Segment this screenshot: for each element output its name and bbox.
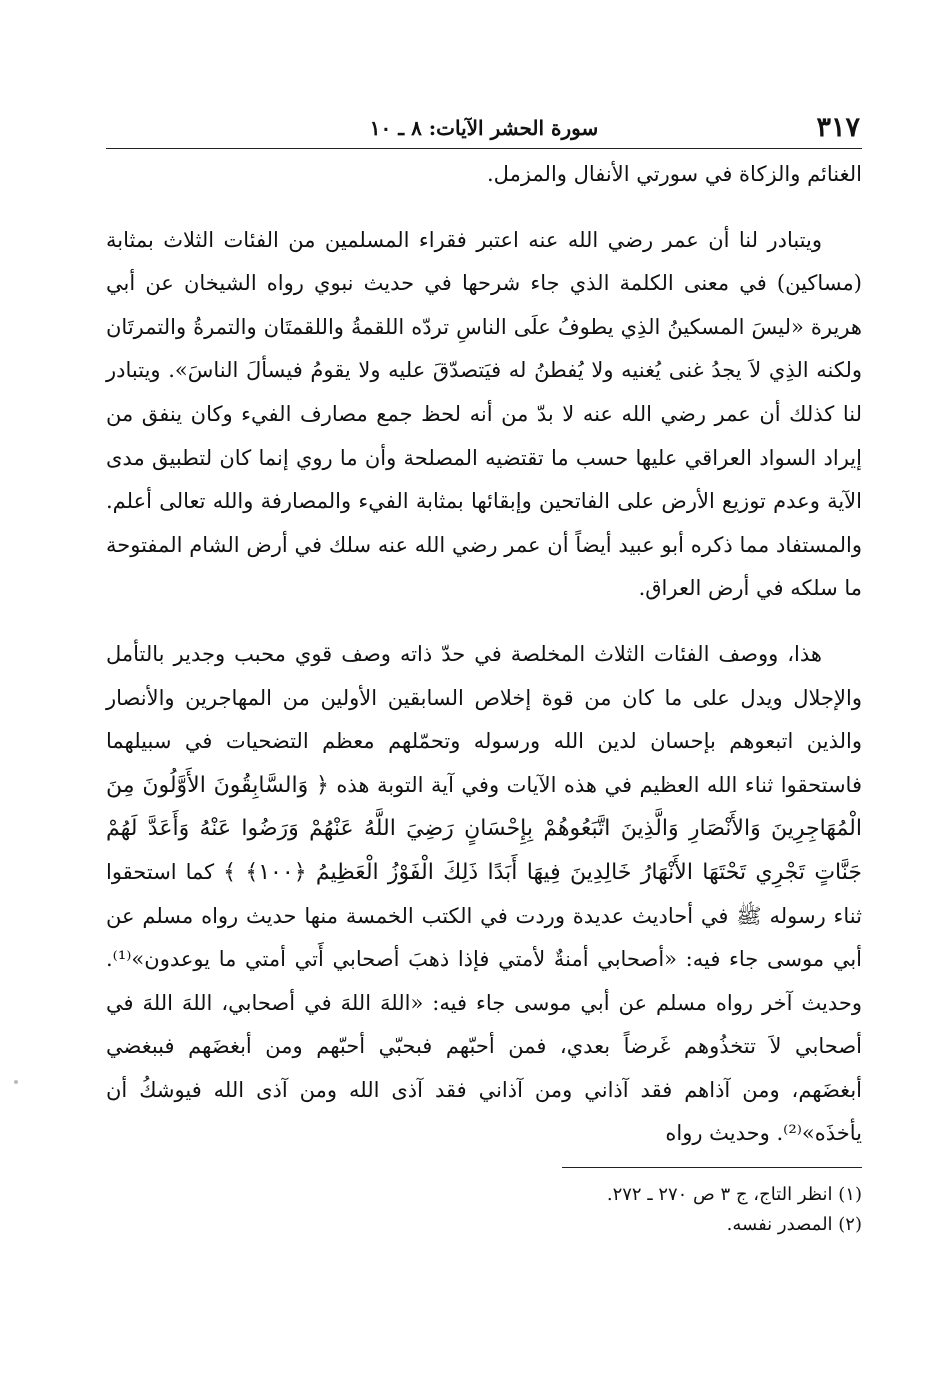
paragraph-1: الغنائم والزكاة في سورتي الأنفال والمزمل.: [487, 162, 862, 186]
footnote-separator: [562, 1167, 862, 1168]
footnote-2: (٢) المصدر نفسه.: [726, 1214, 862, 1235]
running-head: سورة الحشر الآيات: ٨ ـ ١٠: [369, 116, 599, 140]
paragraph-2: ويتبادر لنا أن عمر رضي الله عنه اعتبر فقراء المسلمين من الفئات الثلاث بمثابة (مساكين) في معنى الكلمة الذي جاء شرحها في حديث نبوي رواه الشيخان عن أبي هريرة «ليسَ المسكينُ الذِي يطوفُ علَى الناسِ تردّه اللقمةُ واللقمتَان والتمرةُ والتمرتَان ولكنه الذِي لاَ يجدُ غنى يُغنيه ولا يُفطنُ له فيَتصدّقَ عليه ولا يقومُ فيسألَ الناسَ». ويتبادر لنا كذلك أن عمر رضي الله عنه لا بدّ من أنه لحظ جمع مصارف الفيء وكان ينفق من إيراد السواد العراقي عليها حسب ما تقتضيه المصلحة وأن ما روي إنما كان لتطبيق مدى الآية وعدم توزيع الأرض على الفاتحين وإبقائها بمثابة الفيء والمصارفة والله تعالى أعلم. والمستفاد مما ذكره أبو عبيد أيضاً أن عمر رضي الله عنه سلك في أرض الشام المفتوحة ما سلكه في أرض العراق.: [106, 227, 862, 601]
quran-verse: ﴿ وَالسَّابِقُونَ الأَوَّلُونَ مِنَ الْمُهَاجِرِينَ وَالأَنْصَارِ وَالَّذِينَ اتَّبَعُوهُمْ بِإِحْسَانٍ رَضِيَ اللَّهُ عَنْهُمْ وَرَضُوا عَنْهُ وَأَعَدَّ لَهُمْ جَنَّاتٍ تَجْرِي تَحْتَهَا الأَنْهَارُ خَالِدِينَ فِيهَا أَبَدًا ذَلِكَ الْفَوْزُ الْعَظِيمُ ﴿١٠٠﴾ ﴾: [106, 772, 863, 885]
footnotes: [106, 1180, 862, 1240]
page-header: [106, 108, 862, 149]
footnote-1: (١) انظر التاج، ج ٣ ص ٢٧٠ ـ ٢٧٢.: [606, 1184, 862, 1205]
page-number: ٣١٧: [816, 112, 860, 143]
paragraph-3-rest: كما استحقوا ثناء رسوله ﷺ في أحاديث عديدة وردت في الكتب الخمسة منها حديث رواه مسلم عن أبي موسى جاء فيه: «أصحابي أمنةٌ لأمتي فإذا ذهبَ أصحابي أَتي أمتي ما يوعدون»⁽¹⁾. وحديث آخر رواه مسلم عن أبي موسى جاء فيه: «اللهَ اللهَ في أصحابي، اللهَ اللهَ في أصحابي لاَ تتخذُوهم غَرضاً بعدي، فمن أحبّهم فبحبّي أحبّهم ومن أبغضَهم فببغضي أبغضَهم، ومن آذاهم فقد آذاني ومن آذاني فقد آذى الله ومن آذى الله فيوشكُ أن يأخذَه»⁽²⁾. وحديث رواه: [106, 859, 862, 1146]
paragraph-3: [106, 633, 862, 1156]
body-text: [106, 153, 862, 1156]
paragraph-3-intro: هذا، ووصف الفئات الثلاث المخلصة في حدّ ذاته وصف قوي محبب وجدير بالتأمل والإجلال ويدل على ما كان من قوة إخلاص السابقين الأولين من المهاجرين والأنصار والذين اتبعوهم بإحسان لدين الله ورسوله وتحمّلهم معظم التضحيات في سبيلهما فاستحقوا ثناء الله العظيم في هذه الآيات وفي آية التوبة هذه: [106, 641, 862, 797]
scan-speck: [14, 1080, 18, 1084]
